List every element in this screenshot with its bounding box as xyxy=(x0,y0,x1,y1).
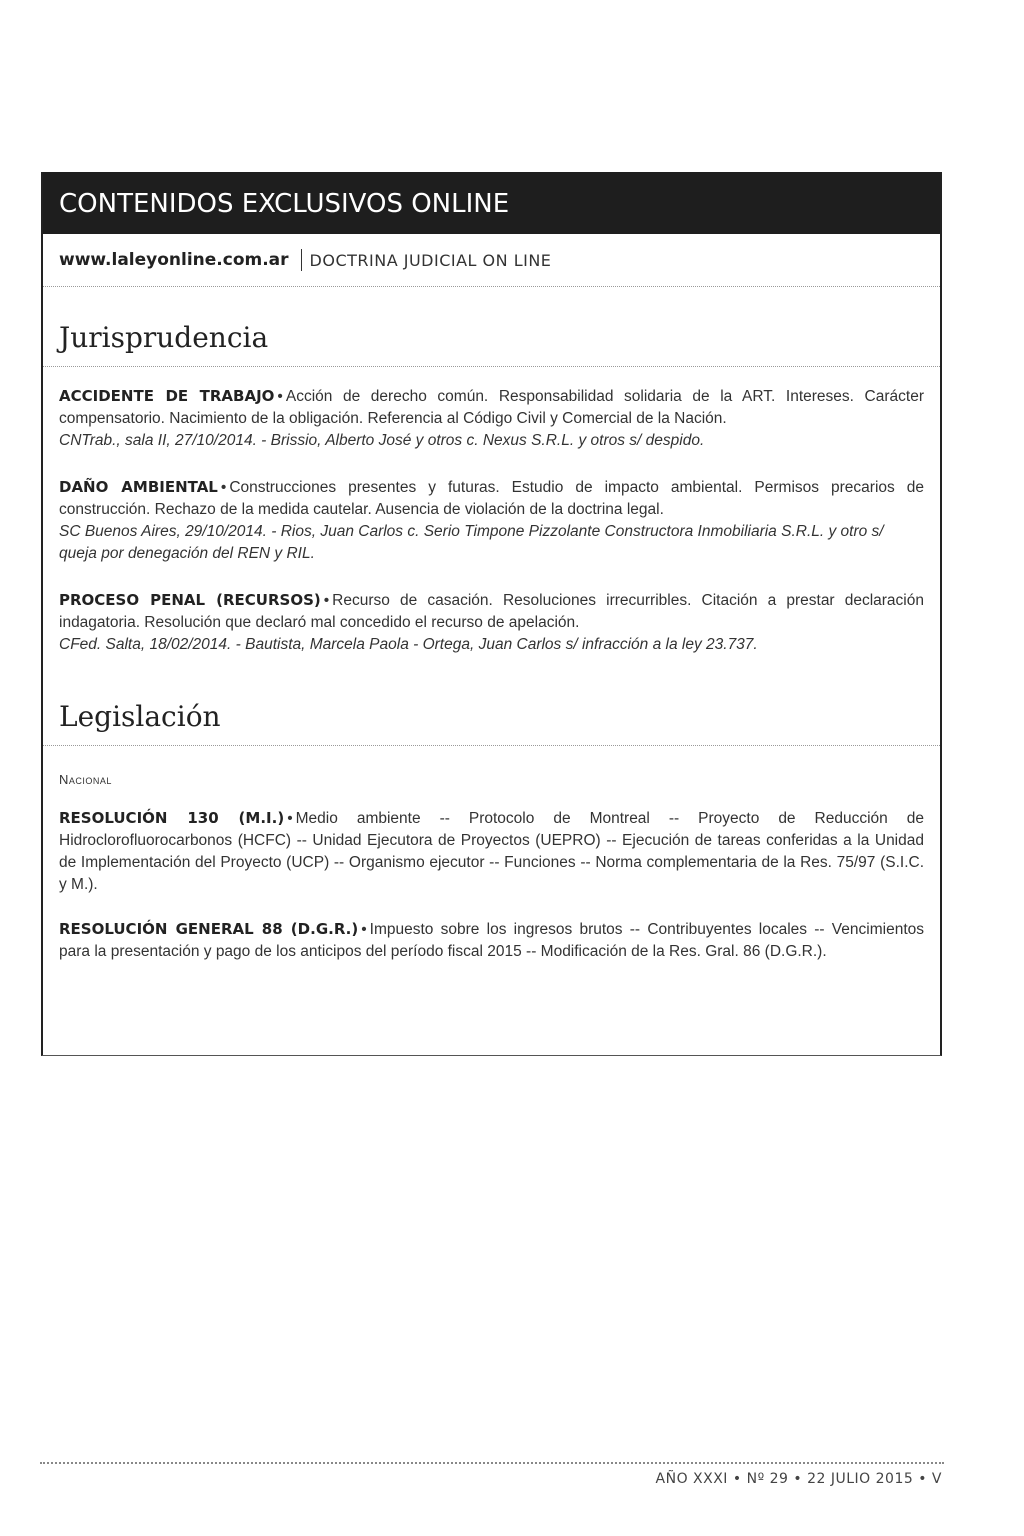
jurisprudencia-entry xyxy=(43,589,940,656)
online-content-box xyxy=(41,172,942,1056)
section-divider xyxy=(43,745,940,746)
jurisprudencia-entry xyxy=(43,385,940,452)
entry-body: Construcciones presentes y futuras. Estudio de impacto ambiental. Permisos precarios de construcción. Rechazo de la medida cautelar. Ausencia de violación de la doctrina legal. xyxy=(59,479,925,518)
website-label: DOCTRINA JUDICIAL ON LINE xyxy=(309,250,552,270)
jurisprudencia-title: Jurisprudencia xyxy=(59,321,269,354)
entry-heading: RESOLUCIÓN GENERAL 88 (D.G.R.) xyxy=(59,920,359,938)
entry-body: Recurso de casación. Resoluciones irrecurribles. Citación a prestar declaración indagatoria. Resolución que declaró mal concedido el recurso de apelación. xyxy=(59,592,924,631)
bullet: • xyxy=(361,921,367,938)
separator-bar xyxy=(301,249,302,271)
jurisprudencia-section xyxy=(43,321,940,656)
legislacion-entry xyxy=(43,807,940,896)
section-divider xyxy=(43,366,940,367)
bullet: • xyxy=(287,810,293,827)
entry-heading: DAÑO AMBIENTAL xyxy=(59,478,218,496)
entry-citation: SC Buenos Aires, 29/10/2014. - Rios, Juan Carlos c. Serio Timpone Pizzolante Constructora Inmobiliaria S.R.L. y otro s/ queja por denegación del REN y RIL. xyxy=(59,523,884,562)
entry-body: Impuesto sobre los ingresos brutos -- Contribuyentes locales -- Vencimientos para la presentación y pago de los anticipos del período fiscal 2015 -- Modificación de la Res. Gral. 86 (D.G.R.). xyxy=(59,921,924,960)
footer-divider xyxy=(40,1462,944,1464)
page-footer: AÑO XXXI • Nº 29 • 22 JULIO 2015 • V xyxy=(655,1471,942,1487)
entry-body: Medio ambiente -- Protocolo de Montreal -- Proyecto de Reducción de Hidroclorofluorocarbonos (HCFC) -- Unidad Ejecutora de Proyectos (UEPRO) -- Ejecución de tareas conferidas a la Unidad de Implementación del Proyecto (UCP) -- Organismo ejecutor -- Funciones -- Norma complementaria de la Res. 75/97 (S.I.C. y M.). xyxy=(59,810,925,893)
legislacion-title: Legislación xyxy=(59,700,221,733)
legislacion-section xyxy=(43,700,940,963)
bullet: • xyxy=(277,388,283,405)
website-link[interactable]: www.laleyonline.com.ar xyxy=(59,250,289,270)
jurisprudencia-entry xyxy=(43,476,940,565)
bullet: • xyxy=(220,479,227,496)
entry-citation: CNTrab., sala II, 27/10/2014. - Brissio, Alberto José y otros c. Nexus S.R.L. y otros s/ despido. xyxy=(59,432,705,449)
website-row xyxy=(43,234,940,287)
nacional-subheading: Nacional xyxy=(59,772,112,787)
entry-citation: CFed. Salta, 18/02/2014. - Bautista, Marcela Paola - Ortega, Juan Carlos s/ infracción a la ley 23.737. xyxy=(59,636,758,653)
entry-body: Acción de derecho común. Responsabilidad solidaria de la ART. Intereses. Carácter compensatorio. Nacimiento de la obligación. Referencia al Código Civil y Comercial de la Nación. xyxy=(59,388,924,427)
legislacion-entry xyxy=(43,918,940,963)
entry-heading: PROCESO PENAL (RECURSOS) xyxy=(59,591,321,609)
entry-heading: RESOLUCIÓN 130 (M.I.) xyxy=(59,809,285,827)
banner-title: CONTENIDOS EXCLUSIVOS ONLINE xyxy=(43,172,940,234)
bullet: • xyxy=(323,592,330,609)
entry-heading: ACCIDENTE DE TRABAJO xyxy=(59,387,275,405)
